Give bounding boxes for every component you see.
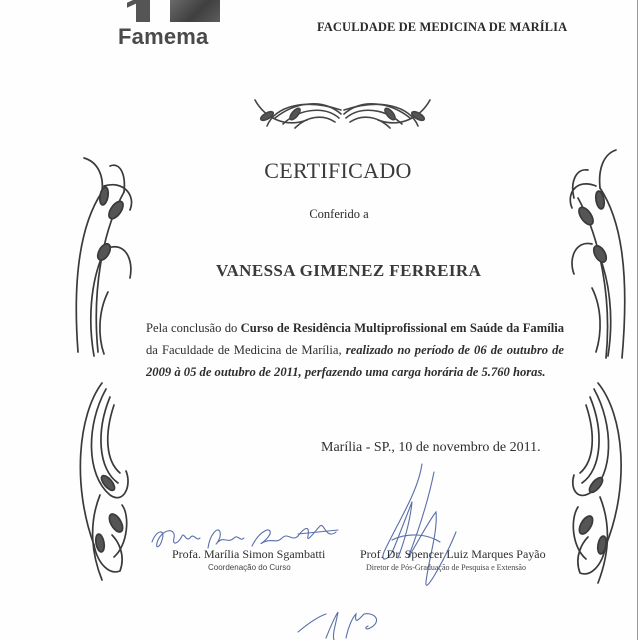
signature-3-icon bbox=[290, 608, 390, 640]
certificate-body-text bbox=[146, 317, 564, 383]
signer-2-role: Diretor de Pós-Graduação de Pesquisa e Extensão bbox=[366, 563, 526, 572]
institution-name: FACULDADE DE MEDICINA DE MARÍLIA bbox=[317, 20, 568, 34]
signer-1-role: Coordenação do Curso bbox=[208, 563, 291, 572]
certificate-title: CERTIFICADO bbox=[264, 158, 412, 183]
right-bottom-flourish-icon bbox=[556, 375, 640, 605]
logo-numeral-graphic bbox=[136, 0, 150, 22]
conferred-to-label: Conferido a bbox=[309, 207, 369, 221]
recipient-name: VANESSA GIMENEZ FERREIRA bbox=[216, 261, 482, 280]
signature-2-icon bbox=[378, 462, 468, 612]
left-bottom-flourish-icon bbox=[64, 375, 149, 590]
logo-text: Famema bbox=[118, 24, 209, 49]
course-period-details: realizado no período de 06 de outubro de 2009 à 05 de outubro de 2011, perfazendo uma carga horária de 5.760 horas. bbox=[146, 343, 565, 379]
place-and-date: Marília - SP., 10 de novembro de 2011. bbox=[321, 440, 541, 455]
course-name: Curso de Residência Multiprofissional em Saúde da Família bbox=[240, 321, 565, 335]
famema-logo bbox=[118, 0, 236, 52]
body-intro: Pela conclusão do bbox=[146, 321, 241, 335]
logo-photo-graphic bbox=[170, 0, 220, 22]
signer-1-name: Profa. Marília Simon Sgambatti bbox=[172, 547, 326, 561]
top-ornament-icon bbox=[245, 88, 440, 136]
body-institution: da Faculdade de Medicina de Marília, bbox=[146, 343, 346, 357]
signer-2-name: Prof. Dr. Spencer Luiz Marques Payão bbox=[360, 547, 546, 561]
